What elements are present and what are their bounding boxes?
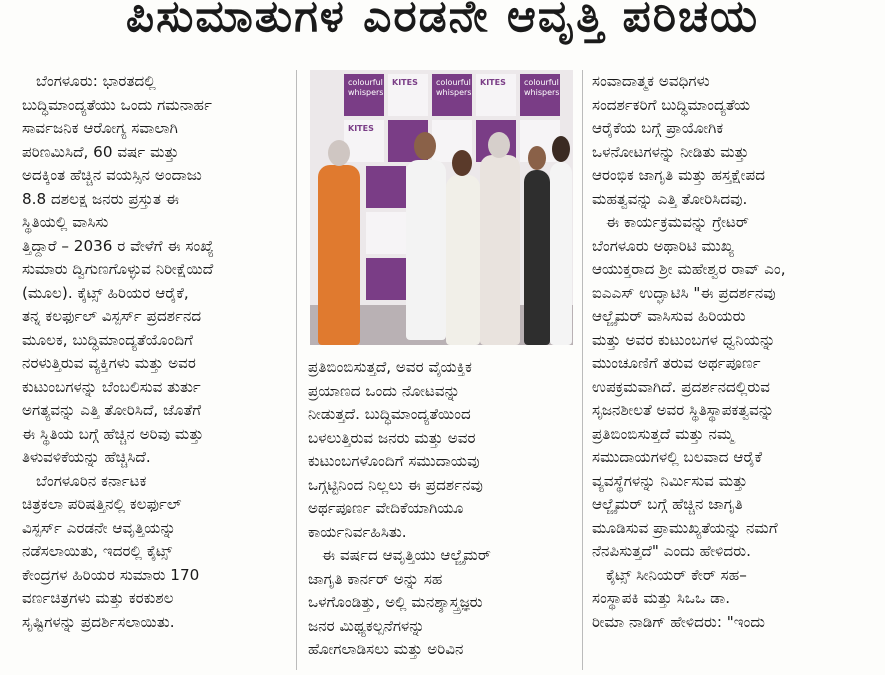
person-woman [446,175,480,345]
text-line: ಪರಿಣಮಿಸಿದೆ, 60 ವರ್ಷ ಮತ್ತು [22,142,179,161]
text-line: ಅರ್ಥಪೂರ್ಣ ವೇದಿಕೆಯಾಗಿಯೂ [308,499,464,517]
text-line: ನಡೆಸಲಾಯಿತು, ಇದರಲ್ಲಿ ಕೈಟ್ಸ್ [22,542,173,560]
text-line: ಆರಂಭಿಕ ಜಾಗೃತಿ ಮತ್ತು ಹಸ್ತಕ್ಷೇಪದ [592,166,766,184]
text-line: ರೀಮಾ ನಾಡಿಗ್ ಹೇಳಿದರು: "ಇಂದು [592,612,765,631]
text-line: ಪ್ರತಿಬಿಂಬಿಸುತ್ತದೆ ಮತ್ತು ನಮ್ಮ [592,424,734,443]
text-line: ಜಾಗೃತಿ ಕಾರ್ನರ್ ಅನ್ನು ಸಹ [308,569,443,588]
backdrop-tile: KITES [476,74,516,116]
text-line: ಬೆಂಗಳೂರು: ಭಾರತದಲ್ಲಿ [36,72,156,90]
text-line: ಮುಂಚೂಣಿಗೆ ತರುವ ಅರ್ಥಪೂರ್ಣ [592,354,761,372]
backdrop-tile: colourful whispers [520,74,560,116]
person-head [488,132,510,158]
text-line: ಕುಟುಂಬಗಳನ್ನು ಬೆಂಬಲಿಸುವ ತುರ್ತು [22,377,201,396]
text-line: ಪ್ರಯಾಣದ ಒಂದು ನೋಟವನ್ನು [308,381,460,400]
text-line: ತನ್ನ ಕಲರ್ಫುಲ್ ವಿಸ್ಪರ್ಸ್ ಪ್ರದರ್ಶನದ [22,307,202,325]
text-line: ಕಾರ್ಯನಿರ್ವಹಿಸಿತು. [308,522,407,541]
text-line: ಪ್ರತಿಬಿಂಬಿಸುತ್ತದೆ, ಅವರ ವೈಯಕ್ತಿಕ [308,358,472,376]
person-white-shirt [406,160,446,340]
text-line: ಚಿತ್ರಕಲಾ ಪರಿಷತ್ತಿನಲ್ಲಿ ಕಲರ್ಫುಲ್ [22,495,182,513]
text-line: ನೀಡುತ್ತದೆ. ಬುದ್ಧಿಮಾಂದ್ಯತೆಯಿಂದ [308,405,471,423]
text-line: ವಿಸ್ಪರ್ಸ್ ಎರಡನೇ ಆವೃತ್ತಿಯನ್ನು [22,518,176,537]
text-line: ಜನರ ಮಿಥ್ಯಕಲ್ಪನೆಗಳನ್ನು [308,616,425,635]
person-striped-shirt [524,170,550,345]
text-line: (ಮೂಲ). ಕೈಟ್ಸ್ ಹಿರಿಯರ ಆರೈಕೆ, [22,283,189,302]
backdrop-tile: KITES [388,74,428,116]
person-head [528,146,546,170]
text-line: ಐಎಎಸ್ ಉದ್ಘಾಟಿಸಿ "ಈ ಪ್ರದರ್ಶನವು [592,283,776,302]
text-line: ಒಳನೋಟಗಳನ್ನು ನೀಡಿತು ಮತ್ತು [592,142,749,161]
text-line: ಸಾರ್ವಜನಿಕ ಆರೋಗ್ಯ ಸವಾಲಾಗಿ [22,119,178,137]
person-head [328,140,350,166]
text-line: ಉಪಕ್ರಮವಾಗಿದೆ. ಪ್ರದರ್ಶನದಲ್ಲಿರುವ [592,377,770,396]
backdrop-tile [366,258,406,300]
text-line: ಸುಮಾರು ದ್ವಿಗುಣಗೊಳ್ಳುವ ನಿರೀಕ್ಷೆಯಿದೆ [22,260,214,278]
text-line: ಆಯುಕ್ತರಾದ ಶ್ರೀ ಮಹೇಶ್ವರ ರಾವ್ ಎಂ, [592,260,786,278]
text-line: ಈ ವರ್ಷದ ಆವೃತ್ತಿಯು ಆಲ್ಜೈಮರ್ [322,546,491,564]
text-line: ಮೂಲಕ, ಬುದ್ಧಿಮಾಂದ್ಯತೆಯೊಂದಿಗೆ [22,330,193,349]
backdrop-tile [366,166,406,208]
text-line: ಅಗತ್ಯವನ್ನು ಎತ್ತಿ ತೋರಿಸಿದೆ, ಜೊತೆಗೆ [22,401,202,419]
text-line: ಸೃಜನಶೀಲತೆ ಅವರ ಸ್ಥಿತಿಸ್ಥಾಪಕತ್ವವನ್ನು [592,401,775,419]
text-line: ಬುದ್ಧಿಮಾಂದ್ಯತೆಯು ಒಂದು ಗಮನಾರ್ಹ [22,95,212,114]
text-line: ಸೃಷ್ಟಿಗಳನ್ನು ಪ್ರದರ್ಶಿಸಲಾಯಿತು. [22,612,175,631]
event-photo [310,70,573,345]
person-head [552,136,570,162]
text-line: ಆರೈಕೆಯ ಬಗ್ಗೆ ಪ್ರಾಯೋಗಿಕ [592,119,724,137]
text-line: ಕೇಂದ್ರಗಳ ಹಿರಿಯರ ಸುಮಾರು 170 [22,565,200,584]
text-line: ಸಂಸ್ಥಾಪಕಿ ಮತ್ತು ಸಿಒಒ ಡಾ. [592,589,731,607]
column-divider [582,70,583,670]
text-line: ಈ ಕಾರ್ಯಕ್ರಮವನ್ನು ಗ್ರೇಟರ್ [606,213,749,231]
text-line: ಆಲ್ಜೈಮರ್ ವಾಸಿಸುವ ಹಿರಿಯರು [592,307,746,325]
person-head [414,132,436,160]
article-column-1 [22,70,284,675]
text-line: ಸ್ಥಿತಿಯಲ್ಲಿ ವಾಸಿಸು [22,213,109,231]
article-column-3 [592,70,868,675]
text-line: ವರ್ಣಚಿತ್ರಗಳು ಮತ್ತು ಕರಕುಶಲ [22,589,174,607]
text-line: ಅದಕ್ಕಿಂತ ಹೆಚ್ಚಿನ ವಯಸ್ಸಿನ ಅಂದಾಜು [22,166,202,184]
person-orange-kurta [318,165,360,345]
text-line: ಮೂಡಿಸುವ ಪ್ರಾಮುಖ್ಯತೆಯನ್ನು ನಮಗೆ [592,518,778,537]
person-head [452,150,472,176]
text-line: ವ್ಯವಸ್ಥೆಗಳನ್ನು ನಿರ್ಮಿಸುವ ಮತ್ತು [592,471,748,490]
backdrop-tile: colourful whispers [344,74,384,116]
text-line: ಮತ್ತು ಅವರ ಕುಟುಂಬಗಳ ಧ್ವನಿಯನ್ನು [592,330,776,349]
headline: ಪಿಸುಮಾತುಗಳ ಎರಡನೇ ಆವೃತ್ತಿ ಪರಿಚಯ [125,0,760,42]
backdrop-tile: KITES [344,120,384,162]
column-divider [296,70,297,670]
text-line: ನರಳುತ್ತಿರುವ ವ್ಯಕ್ತಿಗಳು ಮತ್ತು ಅವರ [22,354,196,372]
text-line: ಹೋಗಲಾಡಿಸಲು ಮತ್ತು ಅರಿವಿನ [308,640,464,658]
article-column-2 [308,356,574,675]
text-line: ಬೆಂಗಳೂರು ಅಥಾರಿಟಿ ಮುಖ್ಯ [592,236,734,255]
text-line: ತಿಳುವಳಿಕೆಯನ್ನು ಹೆಚ್ಚಿಸಿದೆ. [22,448,151,466]
text-line: ಸಂದರ್ಶಕರಿಗೆ ಬುದ್ಧಿಮಾಂದ್ಯತೆಯ [592,95,751,114]
backdrop-tile [366,212,406,254]
text-line: ಒಳಗೊಂಡಿತ್ತು, ಅಲ್ಲಿ ಮನಶ್ಶಾಸ್ತ್ರಜ್ಞರು [308,593,483,611]
text-line: ಮಹತ್ವವನ್ನು ಎತ್ತಿ ತೋರಿಸಿದವು. [592,189,748,208]
text-line: ಸಂವಾದಾತ್ಮಕ ಅವಧಿಗಳು [592,72,710,90]
text-line: ನೆನಪಿಸುತ್ತದೆ" ಎಂದು ಹೇಳಿದರು. [592,542,751,560]
text-line: ಕುಟುಂಬಗಳೊಂದಿಗೆ ಸಮುದಾಯವು [308,452,480,470]
text-line: ಬೆಂಗಳೂರಿನ ಕರ್ನಾಟಕ [36,471,147,490]
text-line: ತ್ತಿದ್ದಾರೆ – 2036 ರ ವೇಳೆಗೆ ಈ ಸಂಖ್ಯೆ [22,236,214,255]
text-line: ಒಗ್ಗಟ್ಟಿನಿಂದ ನಿಲ್ಲಲು ಈ ಪ್ರದರ್ಶನವು [308,475,483,494]
person-elder [480,155,520,345]
text-line: ಆಲ್ಜೈಮರ್ ಬಗ್ಗೆ ಹೆಚ್ಚಿನ ಜಾಗೃತಿ [592,495,743,513]
backdrop-tile: colourful whispers [432,74,472,116]
text-line: ಕೈಟ್ಸ್ ಸೀನಿಯರ್ ಕೇರ್ ಸಹ– [606,565,747,584]
text-line: ಈ ಸ್ಥಿತಿಯ ಬಗ್ಗೆ ಹೆಚ್ಚಿನ ಅರಿವು ಮತ್ತು [22,424,204,443]
text-line: ಬಳಲುತ್ತಿರುವ ಜನರು ಮತ್ತು ಅವರ [308,428,476,447]
person-right [550,162,572,345]
text-line: 8.8 ದಶಲಕ್ಷ ಜನರು ಪ್ರಸ್ತುತ ಈ [22,189,180,208]
text-line: ಸಮುದಾಯಗಳಲ್ಲಿ ಬಲವಾದ ಆರೈಕೆ [592,448,763,466]
